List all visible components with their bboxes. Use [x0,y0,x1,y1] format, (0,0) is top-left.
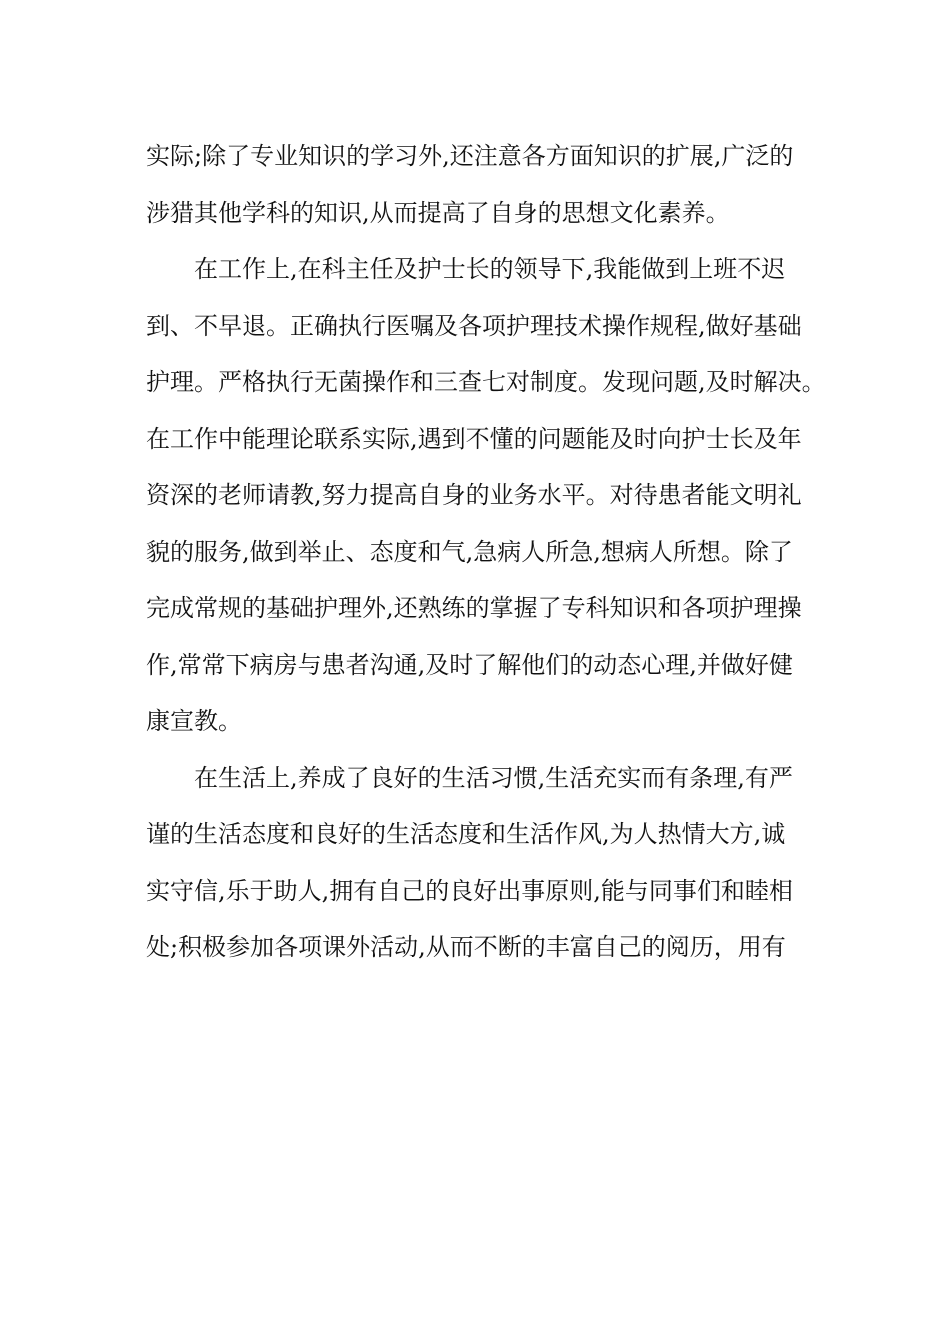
text-line: 在生活上,养成了良好的生活习惯,生活充实而有条理,有严 [194,763,793,792]
text-line: 处;积极参加各项课外活动,从而不断的丰富自己的阅历，用有 [146,933,786,961]
text-line: 谨的生活态度和良好的生活态度和生活作风,为人热情大方,诚 [146,820,786,848]
text-line: 在工作上,在科主任及护士长的领导下,我能做到上班不迟 [194,255,786,283]
text-line: 资深的老师请教,努力提高自身的业务水平。对待患者能文明礼 [146,481,802,509]
text-line: 作,常常下病房与患者沟通,及时了解他们的动态心理,并做好健 [146,650,793,679]
text-line: 完成常规的基础护理外,还熟练的掌握了专科知识和各项护理操 [146,594,802,622]
text-line: 到、不早退。正确执行医嘱及各项护理技术操作规程,做好基础 [146,311,802,340]
text-line: 护理。严格执行无菌操作和三查七对制度。发现问题,及时解决。 [146,368,826,396]
text-line: 康宣教。 [146,707,242,735]
text-line: 实守信,乐于助人,拥有自己的良好出事原则,能与同事们和睦相 [146,876,793,905]
body-text [146,128,826,976]
text-line: 貌的服务,做到举止、态度和气,急病人所急,想病人所想。除了 [146,537,793,566]
text-line: 在工作中能理论联系实际,遇到不懂的问题能及时向护士长及年 [146,424,802,453]
text-line: 实际;除了专业知识的学习外,还注意各方面知识的扩展,广泛的 [146,142,794,170]
text-line: 涉猎其他学科的知识,从而提高了自身的思想文化素养。 [146,198,730,227]
